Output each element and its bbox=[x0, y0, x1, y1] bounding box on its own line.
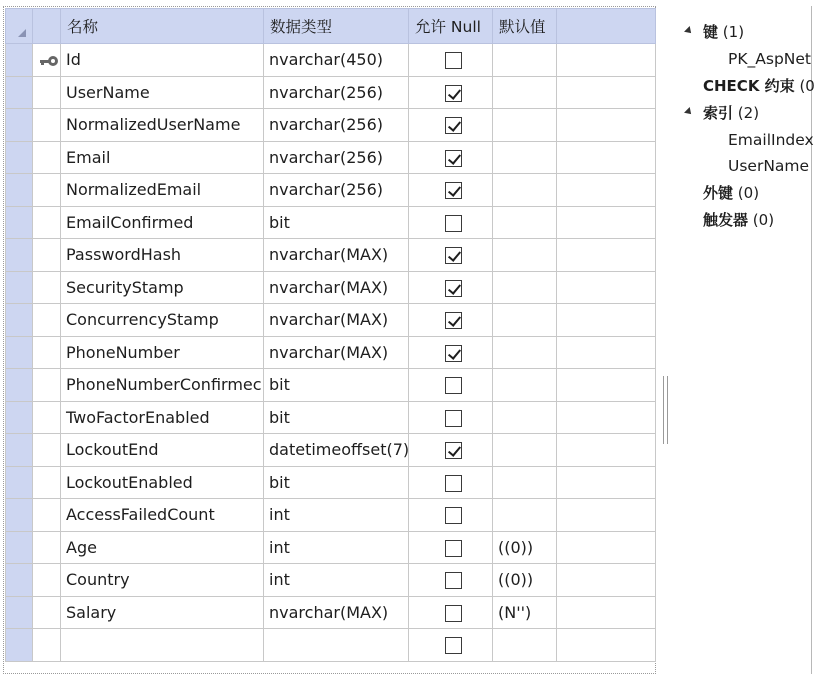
data-type-cell[interactable]: nvarchar(450) bbox=[264, 44, 409, 77]
primary-key-icon bbox=[40, 56, 58, 66]
row-selector[interactable] bbox=[6, 531, 33, 564]
row-selector[interactable] bbox=[6, 434, 33, 467]
type-column-header[interactable]: 数据类型 bbox=[264, 9, 409, 44]
row-key-cell bbox=[33, 304, 61, 337]
pane-splitter[interactable] bbox=[657, 0, 675, 676]
allow-null-checkbox[interactable] bbox=[445, 117, 462, 134]
row-key-cell bbox=[33, 434, 61, 467]
row-key-cell bbox=[33, 531, 61, 564]
table-row[interactable] bbox=[6, 109, 656, 142]
row-selector[interactable] bbox=[6, 336, 33, 369]
tree-node-foreign-keys-label: 外键 bbox=[703, 184, 734, 202]
allow-null-cell bbox=[409, 499, 493, 532]
column-name-cell[interactable]: Email bbox=[61, 141, 264, 174]
allow-null-checkbox[interactable] bbox=[445, 572, 462, 589]
filler-cell bbox=[557, 336, 656, 369]
row-selector[interactable] bbox=[6, 596, 33, 629]
table-row[interactable] bbox=[6, 304, 656, 337]
data-type-cell[interactable]: nvarchar(MAX) bbox=[264, 596, 409, 629]
allow-null-checkbox[interactable] bbox=[445, 475, 462, 492]
filler-cell bbox=[557, 629, 656, 662]
default-value-cell[interactable]: ((0)) bbox=[493, 531, 557, 564]
allow-null-checkbox[interactable] bbox=[445, 312, 462, 329]
tree-node-triggers-label: 触发器 bbox=[703, 211, 749, 229]
allow-null-cell bbox=[409, 141, 493, 174]
allow-null-checkbox[interactable] bbox=[445, 507, 462, 524]
row-key-cell bbox=[33, 141, 61, 174]
column-name-cell[interactable]: LockoutEnd bbox=[61, 434, 264, 467]
default-value-cell[interactable] bbox=[493, 44, 557, 77]
row-key-cell bbox=[33, 466, 61, 499]
allow-null-checkbox[interactable] bbox=[445, 442, 462, 459]
filler-cell bbox=[557, 401, 656, 434]
filler-cell bbox=[557, 434, 656, 467]
allow-null-checkbox[interactable] bbox=[445, 410, 462, 427]
row-key-cell bbox=[33, 174, 61, 207]
tree-node-check-label: CHECK 约束 bbox=[703, 77, 795, 95]
column-name-cell[interactable]: Salary bbox=[61, 596, 264, 629]
name-column-header[interactable]: 名称 bbox=[61, 9, 264, 44]
default-value-cell[interactable]: ((0)) bbox=[493, 564, 557, 597]
default-value-cell[interactable] bbox=[493, 206, 557, 239]
row-selector[interactable] bbox=[6, 564, 33, 597]
filler-cell bbox=[557, 564, 656, 597]
table-row[interactable] bbox=[6, 44, 656, 77]
column-name-cell[interactable]: NormalizedEmail bbox=[61, 174, 264, 207]
filler-cell bbox=[557, 44, 656, 77]
column-name-cell[interactable]: TwoFactorEnabled bbox=[61, 401, 264, 434]
allow-null-checkbox[interactable] bbox=[445, 605, 462, 622]
default-value-cell[interactable] bbox=[493, 434, 557, 467]
row-selector[interactable] bbox=[6, 206, 33, 239]
row-selector[interactable] bbox=[6, 271, 33, 304]
row-key-cell bbox=[33, 401, 61, 434]
row-key-cell bbox=[33, 564, 61, 597]
allow-null-checkbox[interactable] bbox=[445, 540, 462, 557]
table-row[interactable] bbox=[6, 239, 656, 272]
default-value-cell[interactable] bbox=[493, 76, 557, 109]
column-name-cell[interactable]: AccessFailedCount bbox=[61, 499, 264, 532]
default-column-header[interactable]: 默认值 bbox=[493, 9, 557, 44]
table-row[interactable] bbox=[6, 531, 656, 564]
data-type-cell[interactable]: nvarchar(MAX) bbox=[264, 336, 409, 369]
allow-null-cell bbox=[409, 564, 493, 597]
table-row[interactable] bbox=[6, 141, 656, 174]
column-design-grid bbox=[5, 8, 656, 662]
select-all-corner[interactable] bbox=[6, 9, 33, 44]
row-selector[interactable] bbox=[6, 141, 33, 174]
default-value-cell[interactable] bbox=[493, 401, 557, 434]
column-name-cell[interactable]: PhoneNumberConfirmec bbox=[61, 369, 264, 402]
row-selector[interactable] bbox=[6, 174, 33, 207]
default-value-cell[interactable] bbox=[493, 304, 557, 337]
filler-column-header bbox=[557, 9, 656, 44]
allow-null-cell bbox=[409, 596, 493, 629]
data-type-cell[interactable]: nvarchar(256) bbox=[264, 174, 409, 207]
data-type-cell[interactable]: nvarchar(256) bbox=[264, 76, 409, 109]
data-type-cell[interactable]: nvarchar(256) bbox=[264, 109, 409, 142]
filler-cell bbox=[557, 271, 656, 304]
allow-null-column-header[interactable]: 允许 Null bbox=[409, 9, 493, 44]
allow-null-cell bbox=[409, 336, 493, 369]
tree-node-triggers-count: (0) bbox=[752, 211, 775, 229]
data-type-cell[interactable]: bit bbox=[264, 206, 409, 239]
data-type-cell[interactable]: datetimeoffset(7) bbox=[264, 434, 409, 467]
table-row[interactable] bbox=[6, 466, 656, 499]
data-type-cell[interactable]: nvarchar(MAX) bbox=[264, 271, 409, 304]
row-key-cell bbox=[33, 499, 61, 532]
table-row[interactable] bbox=[6, 434, 656, 467]
column-name-cell[interactable]: PasswordHash bbox=[61, 239, 264, 272]
allow-null-cell bbox=[409, 271, 493, 304]
tree-item-username-index[interactable]: UserName bbox=[728, 157, 810, 175]
row-selector[interactable] bbox=[6, 76, 33, 109]
allow-null-checkbox[interactable] bbox=[445, 52, 462, 69]
data-type-cell[interactable]: int bbox=[264, 499, 409, 532]
column-name-cell[interactable]: UserName bbox=[61, 76, 264, 109]
default-value-cell[interactable] bbox=[493, 109, 557, 142]
allow-null-checkbox[interactable] bbox=[445, 247, 462, 264]
column-name-cell[interactable] bbox=[61, 629, 264, 662]
row-key-cell bbox=[33, 271, 61, 304]
table-properties-tree bbox=[675, 0, 815, 676]
column-name-cell[interactable]: EmailConfirmed bbox=[61, 206, 264, 239]
column-name-cell[interactable]: PhoneNumber bbox=[61, 336, 264, 369]
tree-item-primary-key[interactable]: PK_AspNet bbox=[728, 50, 811, 68]
row-key-cell bbox=[33, 44, 61, 77]
allow-null-cell bbox=[409, 401, 493, 434]
row-selector[interactable] bbox=[6, 466, 33, 499]
tree-node-keys-label: 键 bbox=[703, 23, 719, 41]
data-type-cell[interactable]: int bbox=[264, 531, 409, 564]
column-name-cell[interactable]: Id bbox=[61, 44, 264, 77]
default-value-cell[interactable] bbox=[493, 271, 557, 304]
allow-null-checkbox[interactable] bbox=[445, 215, 462, 232]
allow-null-checkbox[interactable] bbox=[445, 182, 462, 199]
data-type-cell[interactable]: nvarchar(MAX) bbox=[264, 239, 409, 272]
allow-null-cell bbox=[409, 466, 493, 499]
row-selector[interactable] bbox=[6, 239, 33, 272]
allow-null-cell bbox=[409, 206, 493, 239]
filler-cell bbox=[557, 109, 656, 142]
data-type-cell[interactable]: bit bbox=[264, 466, 409, 499]
grid-header-row bbox=[6, 9, 656, 44]
filler-cell bbox=[557, 304, 656, 337]
column-name-cell[interactable]: ConcurrencyStamp bbox=[61, 304, 264, 337]
data-type-cell[interactable]: bit bbox=[264, 401, 409, 434]
allow-null-cell bbox=[409, 531, 493, 564]
row-key-cell bbox=[33, 206, 61, 239]
allow-null-checkbox[interactable] bbox=[445, 280, 462, 297]
row-key-cell bbox=[33, 596, 61, 629]
default-value-cell[interactable] bbox=[493, 629, 557, 662]
filler-cell bbox=[557, 531, 656, 564]
corner-triangle-icon bbox=[18, 29, 26, 37]
column-name-cell[interactable]: Age bbox=[61, 531, 264, 564]
column-name-cell[interactable]: SecurityStamp bbox=[61, 271, 264, 304]
row-selector[interactable] bbox=[6, 401, 33, 434]
table-row[interactable] bbox=[6, 271, 656, 304]
allow-null-checkbox[interactable] bbox=[445, 150, 462, 167]
table-row[interactable] bbox=[6, 76, 656, 109]
data-type-cell[interactable] bbox=[264, 629, 409, 662]
tree-node-foreign-keys[interactable] bbox=[703, 180, 759, 206]
table-row[interactable] bbox=[6, 336, 656, 369]
allow-null-cell bbox=[409, 44, 493, 77]
default-value-cell[interactable] bbox=[493, 369, 557, 402]
default-value-cell[interactable] bbox=[493, 239, 557, 272]
column-name-cell[interactable]: Country bbox=[61, 564, 264, 597]
row-selector[interactable] bbox=[6, 304, 33, 337]
row-key-cell bbox=[33, 369, 61, 402]
row-key-cell bbox=[33, 629, 61, 662]
table-row[interactable] bbox=[6, 564, 656, 597]
row-selector[interactable] bbox=[6, 44, 33, 77]
table-row[interactable] bbox=[6, 206, 656, 239]
row-selector[interactable] bbox=[6, 109, 33, 142]
tree-node-keys[interactable] bbox=[685, 19, 744, 45]
tree-node-check-count: (0 bbox=[799, 77, 815, 95]
tree-item-email-index[interactable]: EmailIndex bbox=[728, 131, 814, 149]
data-type-cell[interactable]: bit bbox=[264, 369, 409, 402]
filler-cell bbox=[557, 239, 656, 272]
filler-cell bbox=[557, 141, 656, 174]
default-value-cell[interactable] bbox=[493, 141, 557, 174]
row-key-cell bbox=[33, 336, 61, 369]
column-name-cell[interactable]: NormalizedUserName bbox=[61, 109, 264, 142]
tree-node-keys-count: (1) bbox=[722, 23, 745, 41]
tree-pane-border bbox=[811, 6, 812, 674]
tree-node-indexes-count: (2) bbox=[737, 104, 760, 122]
tree-node-triggers[interactable] bbox=[703, 207, 774, 233]
table-row[interactable] bbox=[6, 174, 656, 207]
data-type-cell[interactable]: int bbox=[264, 564, 409, 597]
grid-body bbox=[6, 44, 656, 662]
splitter-grip-icon[interactable] bbox=[663, 376, 668, 444]
filler-cell bbox=[557, 174, 656, 207]
key-column-header bbox=[33, 9, 61, 44]
data-type-cell[interactable]: nvarchar(256) bbox=[264, 141, 409, 174]
filler-cell bbox=[557, 499, 656, 532]
expanded-triangle-icon[interactable] bbox=[684, 107, 694, 117]
row-key-cell bbox=[33, 109, 61, 142]
row-selector[interactable] bbox=[6, 499, 33, 532]
allow-null-cell bbox=[409, 434, 493, 467]
filler-cell bbox=[557, 76, 656, 109]
row-key-cell bbox=[33, 239, 61, 272]
data-type-cell[interactable]: nvarchar(MAX) bbox=[264, 304, 409, 337]
table-row[interactable] bbox=[6, 401, 656, 434]
allow-null-checkbox[interactable] bbox=[445, 345, 462, 362]
default-value-cell[interactable] bbox=[493, 499, 557, 532]
tree-node-indexes[interactable] bbox=[685, 100, 759, 126]
allow-null-cell bbox=[409, 109, 493, 142]
default-value-cell[interactable]: (N'') bbox=[493, 596, 557, 629]
expanded-triangle-icon[interactable] bbox=[684, 26, 694, 36]
default-value-cell[interactable] bbox=[493, 466, 557, 499]
allow-null-cell bbox=[409, 76, 493, 109]
tree-node-check-constraints[interactable] bbox=[703, 73, 815, 99]
default-value-cell[interactable] bbox=[493, 336, 557, 369]
allow-null-checkbox[interactable] bbox=[445, 85, 462, 102]
default-value-cell[interactable] bbox=[493, 174, 557, 207]
filler-cell bbox=[557, 466, 656, 499]
tree-node-indexes-label: 索引 bbox=[703, 104, 734, 122]
filler-cell bbox=[557, 369, 656, 402]
row-key-cell bbox=[33, 76, 61, 109]
tree-node-foreign-keys-count: (0) bbox=[737, 184, 760, 202]
row-selector[interactable] bbox=[6, 369, 33, 402]
row-selector[interactable] bbox=[6, 629, 33, 662]
allow-null-cell bbox=[409, 629, 493, 662]
filler-cell bbox=[557, 596, 656, 629]
allow-null-checkbox[interactable] bbox=[445, 637, 462, 654]
column-name-cell[interactable]: LockoutEnabled bbox=[61, 466, 264, 499]
allow-null-checkbox[interactable] bbox=[445, 377, 462, 394]
table-row[interactable] bbox=[6, 499, 656, 532]
allow-null-cell bbox=[409, 369, 493, 402]
allow-null-cell bbox=[409, 239, 493, 272]
allow-null-cell bbox=[409, 174, 493, 207]
allow-null-cell bbox=[409, 304, 493, 337]
filler-cell bbox=[557, 206, 656, 239]
table-row[interactable] bbox=[6, 596, 656, 629]
table-row[interactable] bbox=[6, 369, 656, 402]
table-row[interactable] bbox=[6, 629, 656, 662]
